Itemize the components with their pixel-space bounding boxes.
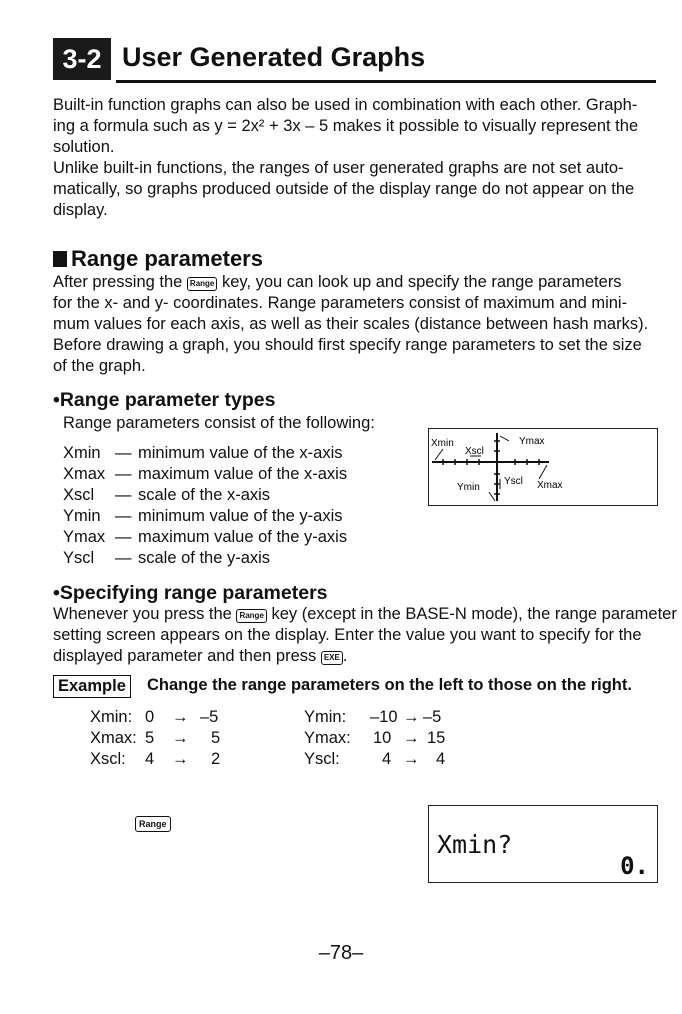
term: Xmin xyxy=(63,444,101,462)
param-name: Xmin: xyxy=(90,708,133,726)
term: Ymax xyxy=(63,528,106,546)
description: maximum value of the y-axis xyxy=(138,528,348,546)
types-intro: Range parameters consist of the following: xyxy=(63,414,375,432)
description: minimum value of the x-axis xyxy=(138,444,343,462)
arrow: → xyxy=(172,729,189,747)
param-name: Xmax: xyxy=(90,729,137,747)
heading-bullet-square xyxy=(53,251,67,267)
page-title: User Generated Graphs xyxy=(122,42,426,72)
param-name: Xscl: xyxy=(90,750,126,768)
old-value: –10 xyxy=(370,708,398,726)
text-line: Unlike built-in functions, the ranges of user generated graphs are not set auto- xyxy=(53,159,624,177)
text-segment: . xyxy=(342,647,348,665)
intro-paragraph-2 xyxy=(53,158,634,221)
section-number-badge: 3-2 xyxy=(53,38,111,80)
example-description: Change the range parameters on the left to those on the right. xyxy=(147,676,632,694)
dash: — xyxy=(115,528,132,546)
keypress-step xyxy=(135,815,171,833)
arrow: → xyxy=(403,750,420,768)
text-line: Before drawing a graph, you should first specify range parameters to set the size xyxy=(53,336,642,354)
text-line: solution. xyxy=(53,138,115,156)
dash: — xyxy=(115,465,132,483)
term: Xmax xyxy=(63,465,106,483)
example-parameter-table xyxy=(90,707,470,770)
ymin-label: Ymin xyxy=(457,482,480,493)
new-value: 15 xyxy=(427,729,446,747)
dash: — xyxy=(115,444,132,462)
display-prompt: Xmin? xyxy=(437,830,513,859)
range-key-icon: Range xyxy=(135,816,171,832)
specifying-range-heading: •Specifying range parameters xyxy=(53,582,328,604)
dash: — xyxy=(115,549,132,567)
calculator-display xyxy=(428,805,658,883)
text-line: of the graph. xyxy=(53,357,146,375)
yscl-label: Yscl xyxy=(504,476,523,487)
text-line: mum values for each axis, as well as their scales (distance between hash marks). xyxy=(53,315,649,333)
new-value: 4 xyxy=(436,750,446,768)
old-value: 0 xyxy=(145,708,155,726)
text-line: ing a formula such as y = 2x² + 3x – 5 makes it possible to visually represent the xyxy=(53,117,639,135)
text-line: for the x- and y- coordinates. Range parameters consist of maximum and mini- xyxy=(53,294,628,312)
text-line: setting screen appears on the display. Enter the value you want to specify for the xyxy=(53,626,642,644)
specifying-paragraph xyxy=(53,604,677,667)
new-value: –5 xyxy=(423,708,442,726)
text-line xyxy=(53,272,648,293)
term: Yscl xyxy=(63,549,95,567)
text-line: display. xyxy=(53,201,108,219)
text-segment: Whenever you press the xyxy=(53,605,232,623)
dash: — xyxy=(115,507,132,525)
intro-paragraph-1 xyxy=(53,95,638,158)
old-value: 4 xyxy=(382,750,392,768)
axes-figure xyxy=(429,429,657,505)
table-row xyxy=(90,749,470,770)
term: Ymin xyxy=(63,507,101,525)
text-segment: key (except in the BASE-N mode), the range parameter xyxy=(271,605,677,623)
range-key-icon: Range xyxy=(236,609,266,623)
description: maximum value of the x-axis xyxy=(138,465,348,483)
range-key-icon: Range xyxy=(187,277,217,291)
param-name: Ymin: xyxy=(304,708,347,726)
range-parameter-types-heading: •Range parameter types xyxy=(53,389,276,411)
page-number: –78– xyxy=(318,942,364,964)
text-line xyxy=(53,646,677,667)
new-value: 5 xyxy=(211,729,221,747)
xmax-label: Xmax xyxy=(537,480,563,491)
table-row xyxy=(90,728,470,749)
arrow: → xyxy=(403,729,420,747)
range-parameters-heading xyxy=(53,246,263,272)
text-segment: After pressing the xyxy=(53,273,183,291)
description: scale of the y-axis xyxy=(138,549,271,567)
arrow: → xyxy=(403,708,420,726)
arrow: → xyxy=(172,708,189,726)
old-value: 10 xyxy=(373,729,392,747)
table-row xyxy=(90,707,470,728)
old-value: 4 xyxy=(145,750,155,768)
title-underline xyxy=(116,80,656,83)
description: minimum value of the y-axis xyxy=(138,507,343,525)
range-parameter-diagram xyxy=(428,428,658,506)
display-value: 0. xyxy=(620,852,649,880)
ymax-label: Ymax xyxy=(519,436,545,447)
description: scale of the x-axis xyxy=(138,486,271,504)
heading-text: Range parameters xyxy=(71,246,263,271)
text-segment: key, you can look up and specify the range parameters xyxy=(221,273,622,291)
param-name: Ymax: xyxy=(304,729,351,747)
term: Xscl xyxy=(63,486,95,504)
old-value: 5 xyxy=(145,729,155,747)
text-line xyxy=(53,604,677,625)
range-parameters-paragraph xyxy=(53,272,648,377)
dash: — xyxy=(115,486,132,504)
example-label: Example xyxy=(53,675,131,698)
text-line: Built-in function graphs can also be used in combination with each other. Graph- xyxy=(53,96,638,114)
text-segment: displayed parameter and then press xyxy=(53,647,317,665)
arrow: → xyxy=(172,750,189,768)
new-value: –5 xyxy=(200,708,219,726)
xmin-label: Xmin xyxy=(431,438,454,449)
xscl-label: Xscl xyxy=(465,446,484,457)
new-value: 2 xyxy=(211,750,221,768)
param-name: Yscl: xyxy=(304,750,340,768)
text-line: matically, so graphs produced outside of the display range do not appear on the xyxy=(53,180,635,198)
exe-key-icon: EXE xyxy=(321,651,343,665)
